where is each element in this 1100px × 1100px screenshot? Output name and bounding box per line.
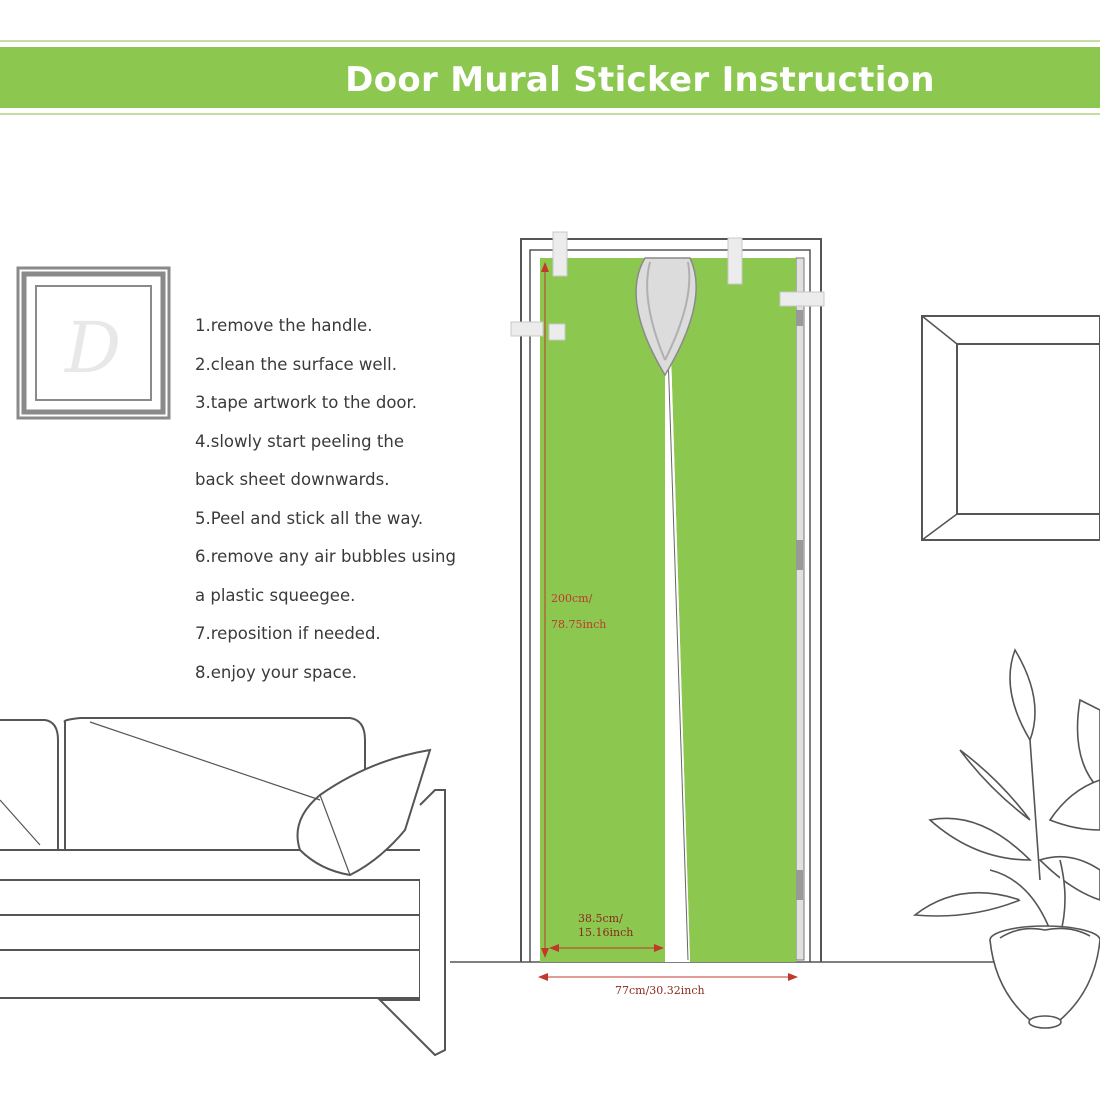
instruction-step: 4.slowly start peeling the xyxy=(195,431,404,451)
potted-plant-icon xyxy=(915,650,1100,1028)
instruction-step: 8.enjoy your space. xyxy=(195,662,358,682)
total-width-label: 77cm/30.32inch xyxy=(615,984,705,997)
half-width-inch-label: 15.16inch xyxy=(578,926,634,939)
instruction-step: 7.reposition if needed. xyxy=(195,624,381,643)
page-title: Door Mural Sticker Instruction xyxy=(345,60,935,100)
half-width-cm-label: 38.5cm/ xyxy=(578,912,623,925)
instruction-step: 2.clean the surface well. xyxy=(195,354,397,374)
picture-frame-right-icon xyxy=(922,316,1100,540)
instruction-step: 1.remove the handle. xyxy=(195,316,373,335)
height-inch-label: 78.75inch xyxy=(551,618,607,631)
instruction-step: back sheet downwards. xyxy=(195,470,390,489)
instruction-step: 5.Peel and stick all the way. xyxy=(195,508,424,528)
svg-text:D: D xyxy=(64,307,122,389)
instruction-step: 6.remove any air bubbles using xyxy=(195,547,456,566)
instruction-list xyxy=(195,312,515,697)
picture-frame-left-icon xyxy=(18,268,169,418)
height-cm-label: 200cm/ xyxy=(551,592,593,605)
sofa-icon xyxy=(0,718,445,1055)
instruction-step: a plastic squeegee. xyxy=(195,585,356,605)
instruction-step: 3.tape artwork to the door. xyxy=(195,393,418,412)
